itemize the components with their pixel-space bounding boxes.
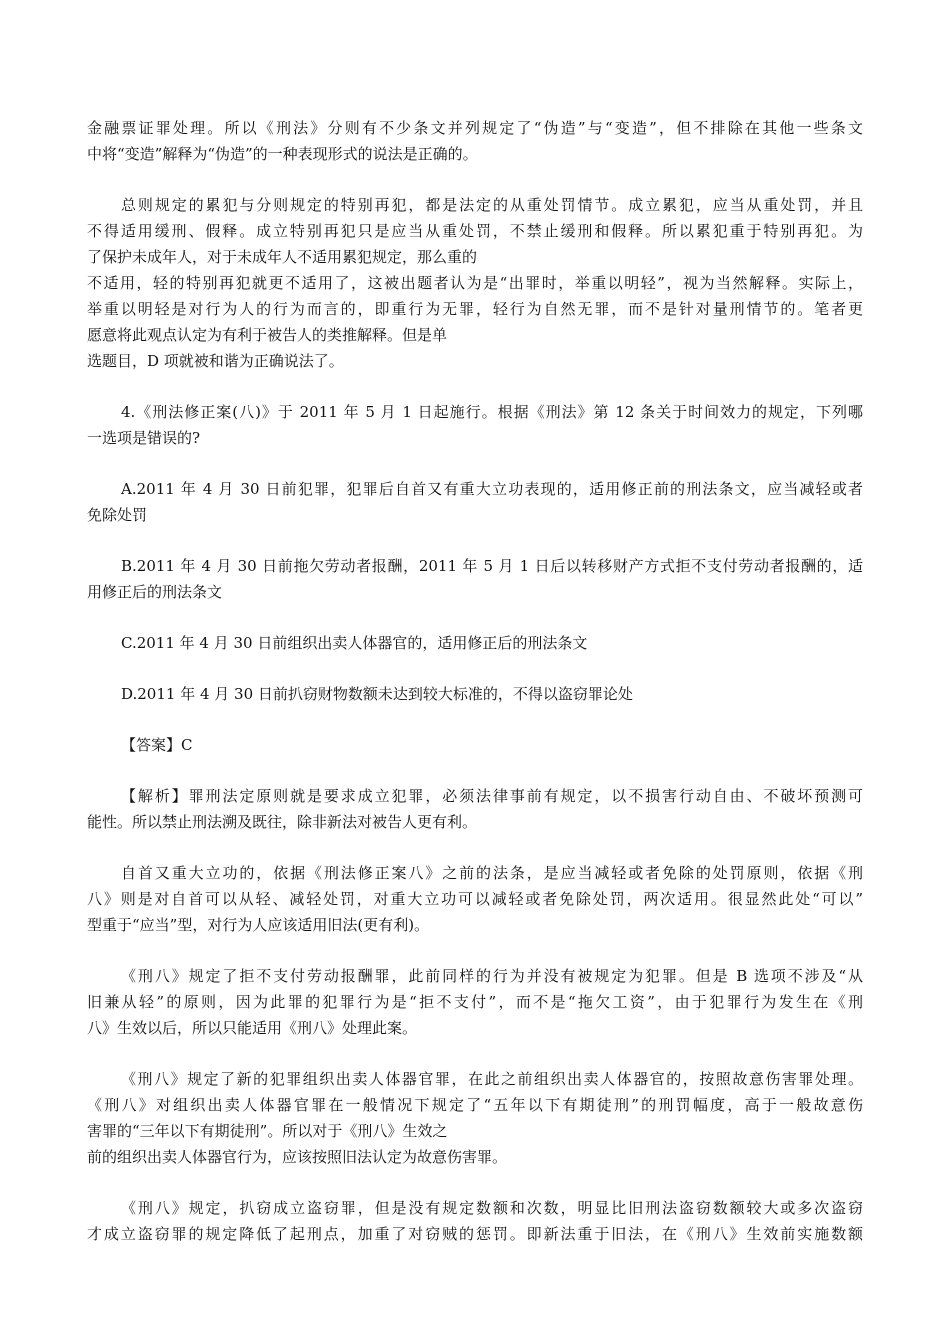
text-line: 举重以明轻是对行为人的行为而言的，即重行为无罪，轻行为自然无罪，而不是针对量刑情节的。笔者更 — [87, 300, 863, 318]
question-line: 4.《刑法修正案(八)》于 2011 年 5 月 1 日起施行。根据《刑法》第 12 条关于时间效力的规定，下列哪 — [121, 403, 863, 421]
text-line: 了保护未成年人，对于未成年人不适用累犯规定，那么重的 — [87, 248, 478, 266]
option-c-line: C.2011 年 4 月 30 日前组织出卖人体器官的，适用修正后的刑法条文 — [121, 634, 588, 652]
text-line: 前的组织出卖人体器官行为，应该按照旧法认定为故意伤害罪。 — [87, 1148, 508, 1166]
text-line: 型重于“应当”型，对行为人应该适用旧法(更有利)。 — [87, 916, 430, 934]
text-line: 才成立盗窃罪的规定降低了起刑点，加重了对窃贼的惩罚。即新法重于旧法，在《刑八》生效前实施数额 — [87, 1225, 863, 1243]
text-line: 总则规定的累犯与分则规定的特别再犯，都是法定的从重处罚情节。成立累犯，应当从重处罚，并且 — [121, 196, 863, 214]
option-b-line: B.2011 年 4 月 30 日前拖欠劳动者报酬，2011 年 5 月 1 日后以转移财产方式拒不支付劳动者报酬的，适 — [121, 557, 863, 575]
text-line: 旧兼从轻”的原则，因为此罪的犯罪行为是“拒不支付”，而不是“拖欠工资”，由于犯罪行为发生在《刑 — [87, 993, 863, 1011]
analysis-line: 【解析】罪刑法定原则就是要求成立犯罪，必须法律事前有规定，以不损害行动自由、不破坏预测可 — [121, 787, 863, 805]
text-line: 《刑八》规定，扒窃成立盗窃罪，但是没有规定数额和次数，明显比旧刑法盗窃数额较大或多次盗窃 — [121, 1199, 863, 1217]
answer-line: 【答案】C — [121, 736, 193, 754]
text-line: 不得适用缓刑、假释。成立特别再犯只是应当从重处罚，不禁止缓刑和假释。所以累犯重于特别再犯。为 — [87, 222, 863, 240]
analysis-line: 能性。所以禁止刑法溯及既往，除非新法对被告人更有利。 — [87, 813, 478, 831]
text-line: 选题目，D 项就被和谐为正确说法了。 — [87, 352, 344, 370]
option-a-line: A.2011 年 4 月 30 日前犯罪，犯罪后自首又有重大立功表现的，适用修正前的刑法条文，应当减轻或者 — [121, 480, 863, 498]
text-line: 《刑八》对组织出卖人体器官罪在一般情况下规定了“五年以下有期徒刑”的刑罚幅度，高于一般故意伤 — [87, 1096, 863, 1114]
option-b-line: 用修正后的刑法条文 — [87, 583, 223, 601]
text-line: 愿意将此观点认定为有利于被告人的类推解释。但是单 — [87, 326, 448, 344]
text-line: 金融票证罪处理。所以《刑法》分则有不少条文并列规定了“伪造”与“变造”，但不排除在其他一些条文 — [87, 119, 863, 137]
text-line: 自首又重大立功的，依据《刑法修正案八》之前的法条，是应当减轻或者免除的处罚原则，依据《刑 — [121, 864, 863, 882]
text-line: 八》生效以后，所以只能适用《刑八》处理此案。 — [87, 1019, 418, 1037]
question-line: 一选项是错误的? — [87, 429, 201, 447]
text-line: 八》则是对自首可以从轻、减轻处罚，对重大立功可以减轻或者免除处罚，两次适用。很显然此处“可以” — [87, 890, 863, 908]
text-line: 害罪的“三年以下有期徒刑”。所以对于《刑八》生效之 — [87, 1122, 448, 1140]
option-d-line: D.2011 年 4 月 30 日前扒窃财物数额未达到较大标准的，不得以盗窃罪论处 — [121, 685, 633, 703]
text-line: 不适用，轻的特别再犯就更不适用了，这被出题者认为是“出罪时，举重以明轻”，视为当然解释。实际上， — [87, 274, 863, 292]
option-a-line: 免除处罚 — [87, 506, 148, 524]
text-line: 中将“变造”解释为“伪造”的一种表现形式的说法是正确的。 — [87, 145, 478, 163]
text-line: 《刑八》规定了新的犯罪组织出卖人体器官罪，在此之前组织出卖人体器官的，按照故意伤害罪处理。 — [121, 1070, 863, 1088]
text-line: 《刑八》规定了拒不支付劳动报酬罪，此前同样的行为并没有被规定为犯罪。但是 B 选项不涉及“从 — [121, 967, 863, 985]
